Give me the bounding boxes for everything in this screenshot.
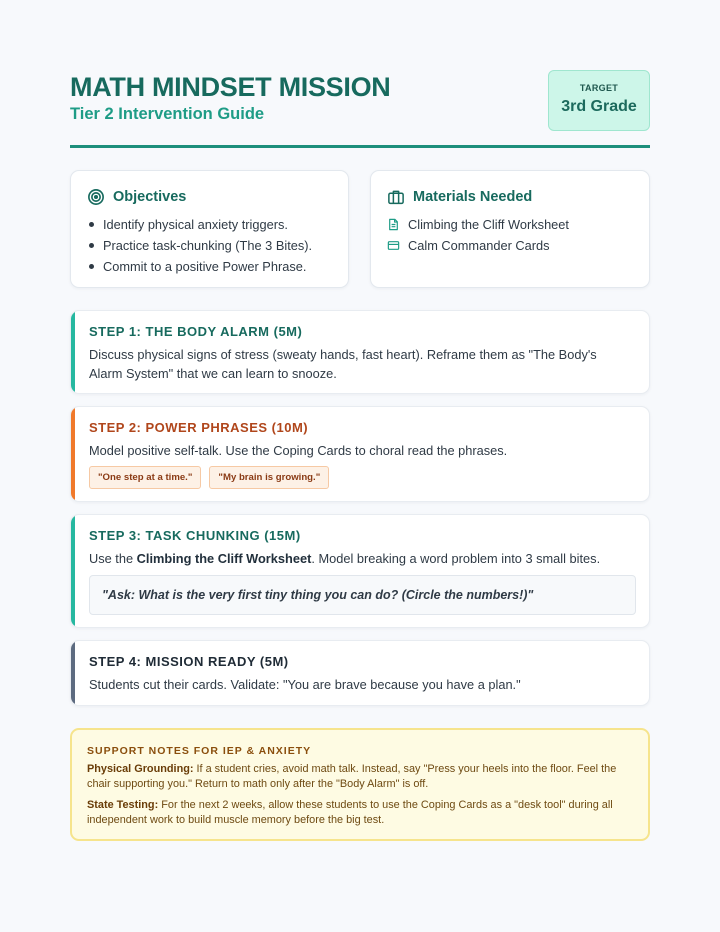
- phrase-chip: "My brain is growing.": [209, 466, 329, 489]
- objectives-list: [89, 214, 312, 277]
- teacher-prompt-quote: "Ask: What is the very first tiny thing you can do? (Circle the numbers!)": [89, 575, 636, 615]
- objectives-card: [70, 170, 349, 288]
- step-title: STEP 3: TASK CHUNKING (15M): [89, 528, 301, 543]
- list-item: Practice task-chunking (The 3 Bites).: [89, 235, 312, 256]
- target-label: TARGET: [579, 83, 619, 93]
- header: [70, 70, 650, 132]
- worksheet-name: Climbing the Cliff Worksheet: [136, 551, 312, 566]
- briefcase-icon: [387, 188, 405, 206]
- step-accent-bar: [71, 311, 75, 393]
- step-description: Model positive self-talk. Use the Coping Cards to choral read the phrases.: [89, 443, 508, 458]
- materials-card: [370, 170, 650, 288]
- list-item: Identify physical anxiety triggers.: [89, 214, 312, 235]
- list-item: Calm Commander Cards: [387, 235, 569, 256]
- page-title: MATH MINDSET MISSION: [70, 72, 391, 102]
- step-accent-bar: [71, 407, 75, 501]
- power-phrase-chips: [89, 466, 329, 489]
- document-icon: [387, 218, 400, 231]
- support-notes-box: [70, 728, 650, 841]
- step-card-2: [70, 406, 650, 502]
- materials-list: [387, 214, 569, 256]
- step-description: Students cut their cards. Validate: "You are brave because you have a plan.": [89, 677, 521, 692]
- target-value: 3rd Grade: [561, 98, 637, 115]
- support-note: Physical Grounding: If a student cries, avoid math talk. Instead, say "Press your heels into the floor. Feel the chair supporting you." Return to math only after the "Body Alarm" is off.: [87, 763, 617, 790]
- support-notes-title: SUPPORT NOTES FOR IEP & ANXIETY: [87, 745, 312, 757]
- list-item: Climbing the Cliff Worksheet: [387, 214, 569, 235]
- step-description: Discuss physical signs of stress (sweaty hands, fast heart). Reframe them as "The Body's Alarm System" that we can learn to snooze.: [89, 347, 597, 381]
- step-accent-bar: [71, 641, 75, 705]
- support-note: State Testing: For the next 2 weeks, allow these students to use the Coping Cards as a "desk tool" during all independent work to build muscle memory before the big test.: [87, 799, 613, 826]
- step-title: STEP 1: THE BODY ALARM (5M): [89, 324, 303, 339]
- phrase-chip: "One step at a time.": [89, 466, 201, 489]
- step-card-1: [70, 310, 650, 394]
- target-icon: [87, 188, 105, 206]
- step-card-4: [70, 640, 650, 706]
- objectives-title: Objectives: [113, 189, 187, 205]
- target-grade-badge: [548, 70, 650, 131]
- header-divider: [70, 145, 650, 148]
- page-subtitle: Tier 2 Intervention Guide: [70, 105, 265, 123]
- step-description: Use the Climbing the Cliff Worksheet. Model breaking a word problem into 3 small bites.: [89, 551, 601, 566]
- step-title: STEP 2: POWER PHRASES (10M): [89, 420, 309, 435]
- step-title: STEP 4: MISSION READY (5M): [89, 654, 289, 669]
- step-card-3: [70, 514, 650, 628]
- card-icon: [387, 239, 400, 252]
- step-accent-bar: [71, 515, 75, 627]
- materials-title: Materials Needed: [413, 189, 533, 205]
- list-item: Commit to a positive Power Phrase.: [89, 256, 312, 277]
